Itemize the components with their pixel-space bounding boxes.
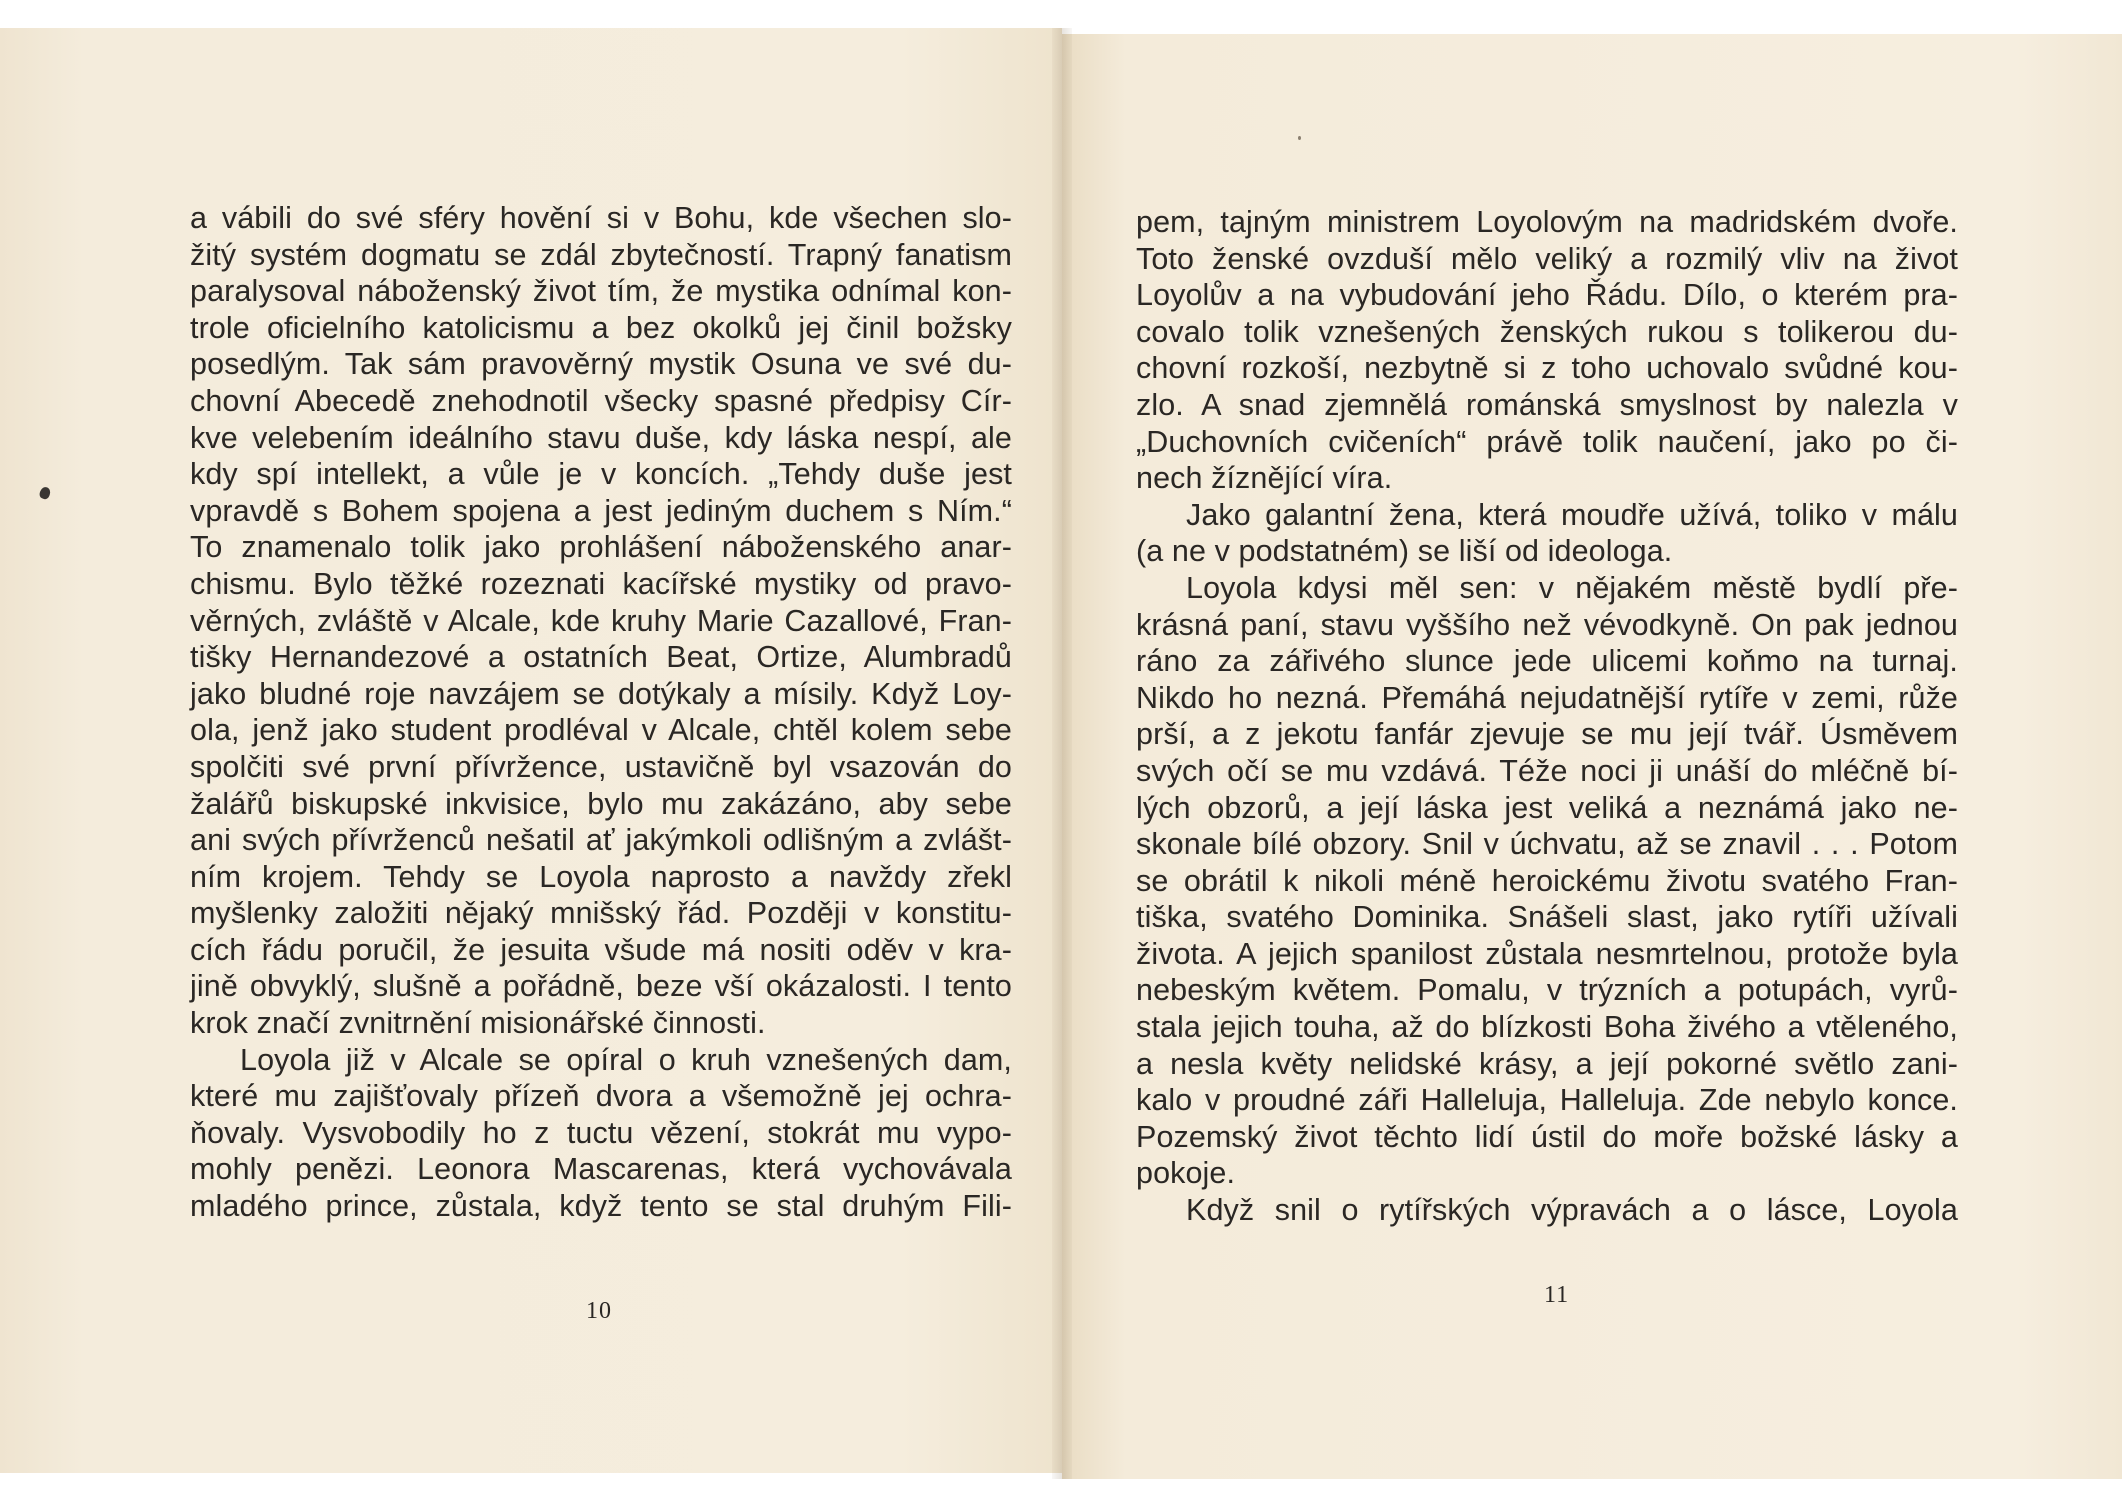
text-line: a nesla květy nelidské krásy, a její pokorné světlo zani- xyxy=(1136,1046,1958,1081)
text-line: Loyola již v Alcale se opíral o kruh vznešených dam, xyxy=(240,1042,1012,1077)
text-line: cích řádu poručil, že jesuita všude má nositi oděv v kra- xyxy=(190,932,1012,967)
text-line: Toto ženské ovzduší mělo veliký a rozmilý vliv na život xyxy=(1136,241,1958,276)
left-page-text xyxy=(190,200,1012,1225)
text-line: kdy spí intellekt, a vůle je v koncích. „Tehdy duše jest xyxy=(190,457,1012,492)
text-line: ola, jenž jako student prodléval v Alcale, chtěl kolem sebe xyxy=(190,713,1012,748)
text-line: zlo. A snad zjemnělá románská smyslnost by nalezla v xyxy=(1136,387,1958,422)
text-line: chismu. Bylo těžké rozeznati kacířské mystiky od pravo- xyxy=(190,566,1012,601)
text-line: ráno za zářivého slunce jede ulicemi koňmo na turnaj. xyxy=(1136,644,1958,679)
text-line: pem, tajným ministrem Loyolovým na madridském dvoře. xyxy=(1136,205,1958,239)
text-line: To znamenalo tolik jako prohlášení náboženského anar- xyxy=(190,530,1012,565)
text-line: se obrátil k nikoli méně heroickému životu svatého Fran- xyxy=(1136,863,1958,898)
text-line: ani svých přívrženců nešatil ať jakýmkoli odlišným a zvlášt- xyxy=(190,823,1012,858)
text-line: lých obzorů, a její láska jest veliká a neznámá jako ne- xyxy=(1136,790,1958,825)
text-line: a vábili do své sféry hovění si v Bohu, kde všechen slo- xyxy=(190,201,1012,235)
text-line: které mu zajišťovaly přízeň dvora a všemožně jej ochra- xyxy=(190,1079,1012,1114)
text-line: stala jejich touha, až do blízkosti Boha živého a vtěleného, xyxy=(1136,1010,1958,1045)
text-line: Jako galantní žena, která moudře užívá, toliko v málu xyxy=(1186,497,1958,532)
text-line: tišky Hernandezové a ostatních Beat, Ortize, Alumbradů xyxy=(190,640,1012,675)
text-line: Loyola kdysi měl sen: v nějakém městě bydlí pře- xyxy=(1186,570,1958,605)
page-number: 10 xyxy=(586,1298,612,1324)
text-line: „Duchovních cvičeních“ právě tolik naučení, jako po či- xyxy=(1136,424,1958,459)
text-line: jako bludné roje navzájem se dotýkaly a mísily. Když Loy- xyxy=(190,676,1012,711)
text-line: vpravdě s Bohem spojena a jest jediným duchem s Ním.“ xyxy=(190,493,1012,528)
text-line: žalářů biskupské inkvisice, bylo mu zakázáno, aby sebe xyxy=(190,786,1012,821)
text-line: skonale bílé obzory. Snil v úchvatu, až se znavil . . . Potom xyxy=(1136,827,1958,862)
text-line: nebeským květem. Pomalu, v trýzních a potupách, vyrů- xyxy=(1136,973,1958,1008)
text-line: paralysoval náboženský život tím, že mystika odnímal kon- xyxy=(190,274,1012,309)
right-page-text xyxy=(1136,204,1958,1229)
text-line: života. A jejich spanilost zůstala nesmrtelnou, protože byla xyxy=(1136,936,1958,971)
text-line: trole oficielního katolicismu a bez okolků jej činil božsky xyxy=(190,310,1012,345)
text-line: svých očí se mu vzdává. Téže noci ji unáší do mléčně bí- xyxy=(1136,753,1958,788)
text-line: chovní rozkoší, nezbytně si z toho uchovalo svůdné kou- xyxy=(1136,351,1958,386)
text-line: myšlenky založiti nějaký mnišský řád. Později v konstitu- xyxy=(190,896,1012,931)
text-line: pokoje. xyxy=(1136,1156,1236,1191)
text-line: chovní Abecedě znehodnotil všecky spasné předpisy Cír- xyxy=(190,383,1012,418)
text-line: mladého prince, zůstala, když tento se stal druhým Fili- xyxy=(190,1189,1012,1224)
text-line: jině obvyklý, slušně a pořádně, beze vší okázalosti. I tento xyxy=(190,969,1012,1004)
text-line: spolčiti své první přívržence, ustavičně byl vsazován do xyxy=(190,749,1012,784)
text-line: posedlým. Tak sám pravověrný mystik Osuna ve své du- xyxy=(190,347,1012,382)
text-line: nech žíznějící víra. xyxy=(1136,461,1393,496)
text-line: věrných, zvláště v Alcale, kde kruhy Marie Cazallové, Fran- xyxy=(190,603,1012,638)
paper-speck xyxy=(1298,136,1301,140)
text-line: krok značí zvnitrnění misionářské činnosti. xyxy=(190,1006,766,1041)
text-line: Nikdo ho nezná. Přemáhá nejudatnější rytíře v zemi, růže xyxy=(1136,680,1958,715)
text-line: prší, a z jekotu fanfár zjevuje se mu její tvář. Úsměvem xyxy=(1136,717,1958,752)
text-line: kalo v proudné záři Halleluja, Halleluja. Zde nebylo konce. xyxy=(1136,1083,1958,1118)
text-line: ním krojem. Tehdy se Loyola naprosto a navždy zřekl xyxy=(190,859,1012,894)
text-line: krásná paní, stavu vyššího než vévodkyně. On pak jednou xyxy=(1136,607,1958,642)
text-line: mohly penězi. Leonora Mascarenas, která vychovávala xyxy=(190,1152,1012,1187)
text-line: tiška, svatého Dominika. Snášeli slast, jako rytíři užívali xyxy=(1136,900,1958,935)
text-line: Pozemský život těchto lidí ústil do moře božské lásky a xyxy=(1136,1119,1958,1154)
text-line: kve velebením ideálního stavu duše, kdy láska nespí, ale xyxy=(190,420,1012,455)
text-line: Když snil o rytířských výpravách a o lásce, Loyola xyxy=(1186,1193,1958,1228)
text-line: ňovaly. Vysvobodily ho z tuctu vězení, stokrát mu vypo- xyxy=(190,1115,1012,1150)
text-line: žitý systém dogmatu se zdál zbytečností. Trapný fanatism xyxy=(190,237,1012,272)
page-number: 11 xyxy=(1544,1282,1570,1308)
text-line: covalo tolik vznešených ženských rukou s tolikerou du- xyxy=(1136,314,1958,349)
text-line: (a ne v podstatném) se liší od ideologa. xyxy=(1136,534,1673,569)
book-gutter xyxy=(1052,28,1072,1479)
text-line: Loyolův a na vybudování jeho Řádu. Dílo, o kterém pra- xyxy=(1136,278,1958,313)
